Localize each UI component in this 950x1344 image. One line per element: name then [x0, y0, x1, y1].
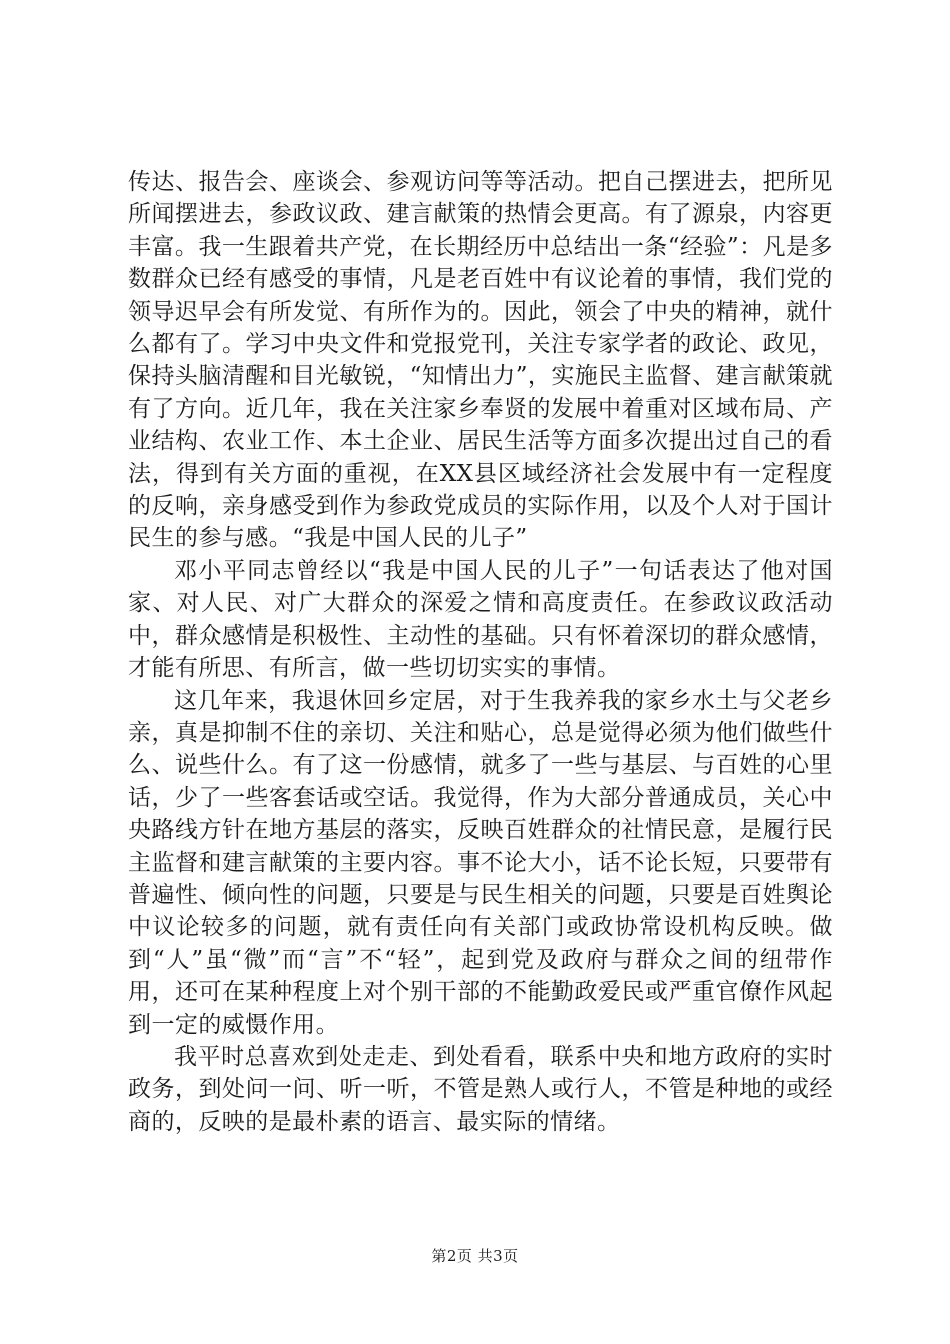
- paragraph: 邓小平同志曾经以“我是中国人民的儿子”一句话表达了他对国家、对人民、对广大群众的深爱之情和高度责任。在参政议政活动中，群众感情是积极性、主动性的基础。只有怀着深切的群众感情，才能有所思、有所言，做一些切切实实的事情。: [128, 557, 833, 682]
- page-number-footer: 第2页 共3页: [431, 1247, 519, 1265]
- document-body: [128, 166, 833, 1138]
- paragraph-continued: 传达、报告会、座谈会、参观访问等等活动。把自己摆进去，把所见所闻摆进去，参政议政、建言献策的热情会更高。有了源泉，内容更丰富。我一生跟着共产党，在长期经历中总结出一条“经验”：凡是多数群众已经有感受的事情，凡是老百姓中有议论着的事情，我们党的领导迟早会有所发觉、有所作为的。因此，领会了中央的精神，就什么都有了。学习中央文件和党报党刊，关注专家学者的政论、政见，保持头脑清醒和目光敏锐，“知情出力”，实施民主监督、建言献策就有了方向。近几年，我在关注家乡奉贤的发展中着重对区域布局、产业结构、农业工作、本土企业、居民生活等方面多次提出过自己的看法，得到有关方面的重视，在XX县区域经济社会发展中有一定程度的反响，亲身感受到作为参政党成员的实际作用，以及个人对于国计民生的参与感。“我是中国人民的儿子”: [128, 169, 833, 552]
- paragraph: 这几年来，我退休回乡定居，对于生我养我的家乡水土与父老乡亲，真是抑制不住的亲切、关注和贴心，总是觉得必须为他们做些什么、说些什么。有了这一份感情，就多了一些与基层、与百姓的心里话，少了一些客套话或空话。我觉得，作为大部分普通成员，关心中央路线方针在地方基层的落实，反映百姓群众的社情民意，是履行民主监督和建言献策的主要内容。事不论大小，话不论长短，只要带有普遍性、倾向性的问题，只要是与民生相关的问题，只要是百姓舆论中议论较多的问题，就有责任向有关部门或政协常设机构反映。做到“人”虽“微”而“言”不“轻”，起到党及政府与群众之间的纽带作用，还可在某种程度上对个别干部的不能勤政爱民或严重官僚作风起到一定的威慑作用。: [128, 687, 833, 1038]
- paragraph: 我平时总喜欢到处走走、到处看看，联系中央和地方政府的实时政务，到处问一问、听一听，不管是熟人或行人，不管是种地的或经商的，反映的是最朴素的语言、最实际的情绪。: [128, 1043, 833, 1135]
